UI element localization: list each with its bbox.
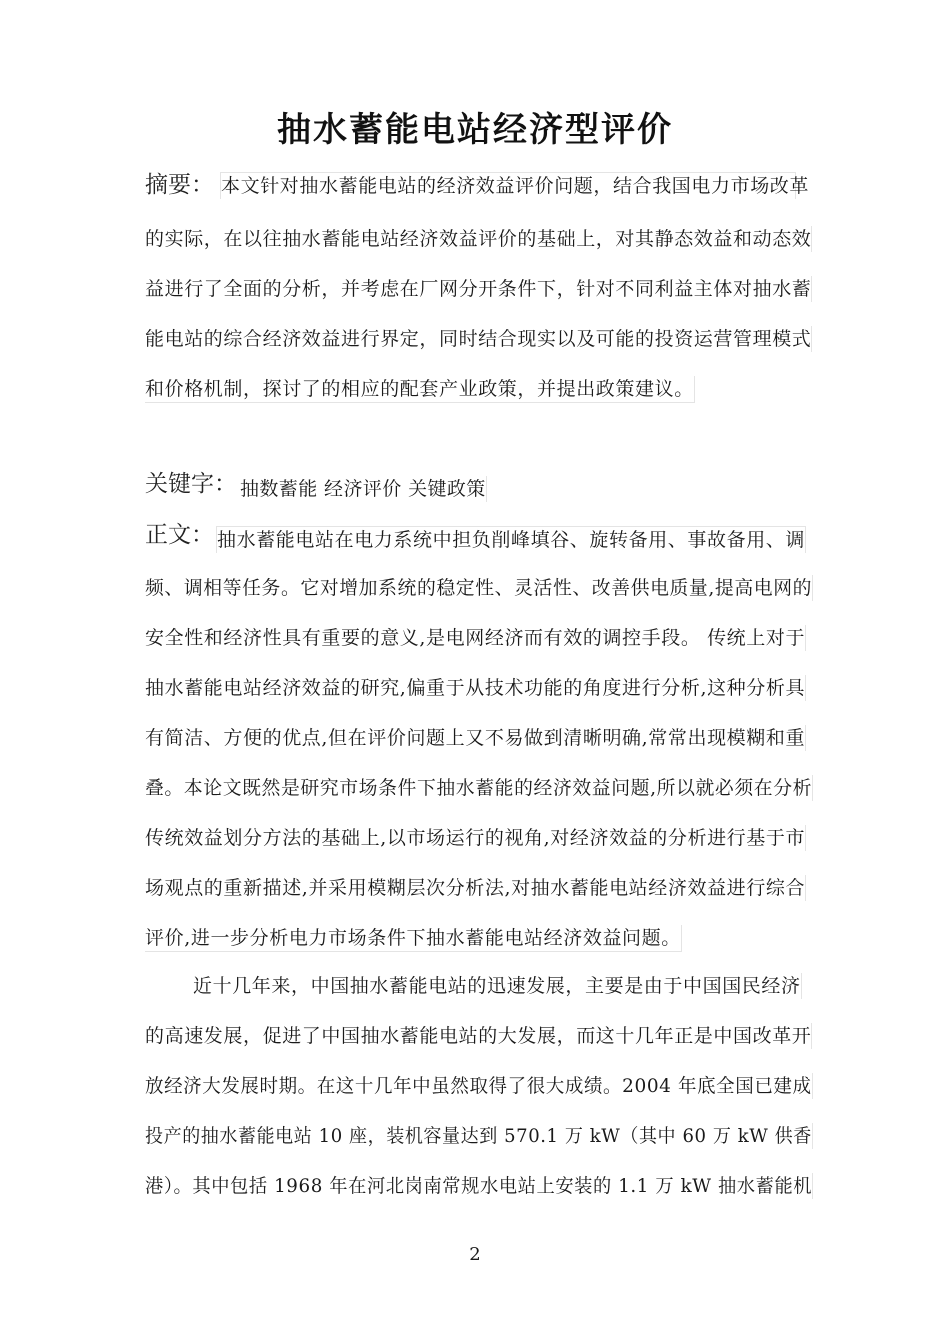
body-label: 正文： <box>145 522 214 548</box>
paragraph2-line-4: 投产的抽水蓄能电站 10 座，装机容量达到 570.1 万 kW（其中 60 万 kW 供香 <box>145 1125 812 1147</box>
body-line-1: 抽水蓄能电站在电力系统中担负削峰填谷、旋转备用、事故备用、调 <box>216 526 806 553</box>
paragraph2-line-1: 近十几年来，中国抽水蓄能电站的迅速发展，主要是由于中国国民经济 <box>193 975 801 997</box>
paragraph2-line-2: 的高速发展，促进了中国抽水蓄能电站的大发展，而这十几年正是中国改革开 <box>145 1025 812 1047</box>
paragraph2-line-3: 放经济大发展时期。在这十几年中虽然取得了很大成绩。2004 年底全国已建成 <box>145 1075 812 1097</box>
document-title: 抽水蓄能电站经济型评价 <box>277 110 673 150</box>
body-line-2: 频、调相等任务。它对增加系统的稳定性、灵活性、改善供电质量,提高电网的 <box>145 577 813 599</box>
abstract-line-3: 益进行了全面的分析，并考虑在厂网分开条件下，针对不同利益主体对抽水蓄 <box>145 278 812 300</box>
abstract-line-1: 本文针对抽水蓄能电站的经济效益评价问题，结合我国电力市场改革 <box>220 172 796 199</box>
abstract-line-4: 能电站的综合经济效益进行界定，同时结合现实以及可能的投资运营管理模式 <box>145 328 812 350</box>
abstract-label: 摘要： <box>145 172 214 198</box>
paragraph2-line-5: 港）。其中包括 1968 年在河北岗南常规水电站上安装的 1.1 万 kW 抽水蓄能机 <box>145 1175 813 1197</box>
abstract-line-5: 和价格机制，探讨了的相应的配套产业政策，并提出政策建议。 <box>145 376 695 403</box>
keywords-text: 抽数蓄能 经济评价 关键政策 <box>240 478 486 500</box>
body-line-5: 有简洁、方便的优点,但在评价问题上又不易做到清晰明确,常常出现模糊和重 <box>145 727 806 749</box>
abstract-line-2: 的实际，在以往抽水蓄能电站经济效益评价的基础上，对其静态效益和动态效 <box>145 228 812 250</box>
body-line-6: 叠。本论文既然是研究市场条件下抽水蓄能的经济效益问题,所以就必须在分析 <box>145 777 813 799</box>
body-line-3: 安全性和经济性具有重要的意义,是电网经济而有效的调控手段。 传统上对于 <box>145 627 806 649</box>
body-line-9: 评价,进一步分析电力市场条件下抽水蓄能电站经济效益问题。 <box>145 925 682 952</box>
body-line-4: 抽水蓄能电站经济效益的研究,偏重于从技术功能的角度进行分析,这种分析具 <box>145 677 806 699</box>
body-line-8: 场观点的重新描述,并采用模糊层次分析法,对抽水蓄能电站经济效益进行综合 <box>145 877 806 899</box>
body-line-7: 传统效益划分方法的基础上,以市场运行的视角,对经济效益的分析进行基于市 <box>145 827 806 849</box>
page-number: 2 <box>469 1244 481 1265</box>
keywords-label: 关键字： <box>145 471 237 497</box>
